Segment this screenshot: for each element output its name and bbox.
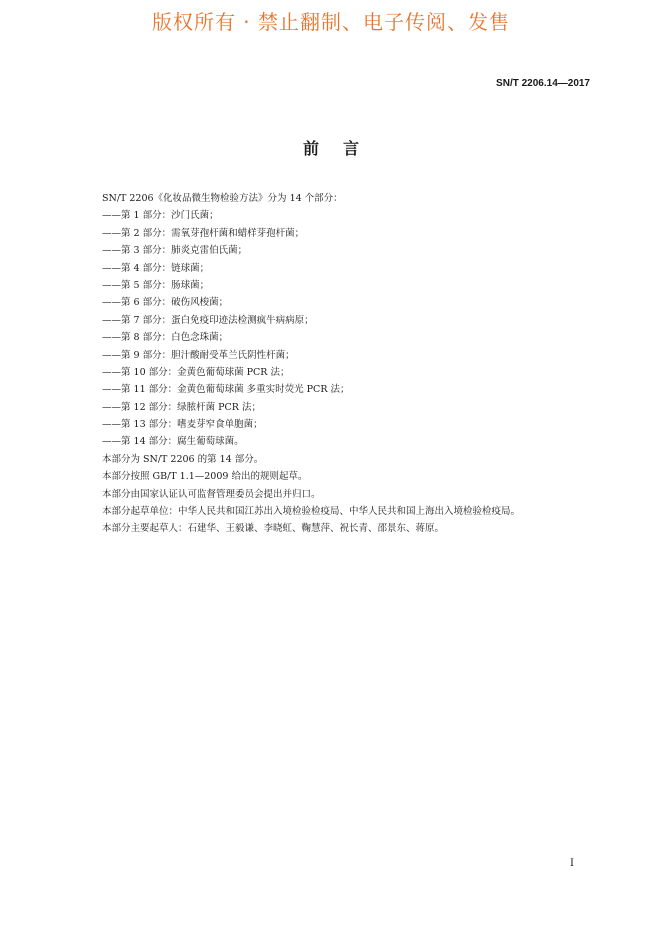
part-list-item: ——第 11 部分：金黄色葡萄球菌 多重实时荧光 PCR 法； [102, 384, 350, 396]
part-list-item: ——第 10 部分：金黄色葡萄球菌 PCR 法； [102, 366, 290, 378]
part-list-item: ——第 1 部分：沙门氏菌； [102, 210, 219, 222]
copyright-watermark: 版权所有 · 禁止翻制、电子传阅、发售 [151, 10, 511, 34]
part-list-item: ——第 3 部分：肺炎克雷伯氏菌； [102, 245, 248, 257]
page-number: I [570, 858, 574, 869]
foreword-body [80, 190, 590, 538]
standard-code: SN/T 2206.14—2017 [496, 78, 590, 89]
part-list-item: ——第 8 部分：白色念珠菌； [102, 332, 229, 344]
part-list-item: ——第 6 部分：破伤风梭菌； [102, 297, 229, 309]
proposed-by-statement: 本部分由国家认证认可监督管理委员会提出并归口。 [102, 488, 321, 500]
drafting-rule-statement: 本部分按照 GB/T 1.1—2009 给出的规则起草。 [102, 471, 308, 483]
part-list-item: ——第 5 部分：肠球菌； [102, 279, 210, 291]
drafting-units-statement: 本部分起草单位：中华人民共和国江苏出入境检验检疫局、中华人民共和国上海出入境检验检疫局。 [102, 506, 521, 518]
part-list-item: ——第 7 部分：蛋白免疫印迹法检测疯牛病病原； [102, 314, 314, 326]
series-intro: SN/T 2206《化妆品微生物检验方法》分为 14 个部分： [102, 193, 343, 204]
part-list-item: ——第 14 部分：腐生葡萄球菌。 [102, 436, 244, 448]
part-list-item: ——第 9 部分：胆汁酸耐受革兰氏阴性杆菌； [102, 349, 295, 361]
part-list-item: ——第 2 部分：需氧芽孢杆菌和蜡样芽孢杆菌； [102, 227, 305, 239]
part-list-item: ——第 13 部分：嗜麦芽窄食单胞菌； [102, 419, 263, 431]
page-title: 前言 [302, 139, 383, 158]
this-part-statement: 本部分为 SN/T 2206 的第 14 部分。 [102, 453, 264, 465]
part-list-item: ——第 4 部分：链球菌； [102, 262, 210, 274]
drafters-statement: 本部分主要起草人：石建华、王毅谦、李晓虹、鞠慧萍、祝长青、邵景东、蒋原。 [102, 523, 445, 535]
part-list-item: ——第 12 部分：绿脓杆菌 PCR 法； [102, 401, 261, 413]
